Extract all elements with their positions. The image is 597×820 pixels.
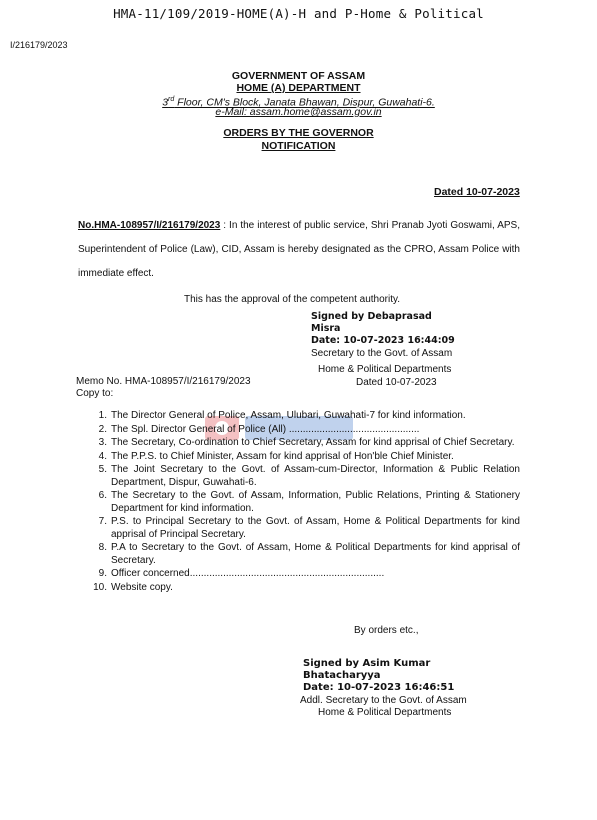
signature-2-date: Date: 10-07-2023 16:46:51 — [303, 682, 455, 693]
signature-1-name-line1: Signed by Debaprasad — [311, 311, 432, 322]
list-item — [78, 451, 520, 464]
government-title: GOVERNMENT OF ASSAM — [231, 70, 366, 82]
signature-2-designation: Addl. Secretary to the Govt. of Assam — [300, 695, 467, 706]
file-number: I/216179/2023 — [10, 40, 68, 50]
list-item-number: 2. — [98, 423, 107, 435]
list-item-number: 1. — [98, 410, 107, 421]
signature-1-designation: Secretary to the Govt. of Assam — [311, 348, 453, 359]
list-item — [78, 464, 520, 489]
copy-distribution-list — [78, 410, 520, 595]
notification-body: : In the interest of public service, Shri Pranab Jyoti Goswami, APS, Superintendent of Police (Law), CID, Assam is hereby designated as the CPRO, Assam Police with immediate effect. — [78, 220, 520, 279]
list-item — [78, 437, 520, 450]
list-item — [78, 542, 520, 567]
department-title: HOME (A) DEPARTMENT — [236, 82, 361, 94]
by-orders-text: By orders etc., — [354, 625, 419, 636]
list-item-text: The Secretary, Co-ordination to Chief Secretary, Assam for kind apprisal of Chief Secretary. — [111, 437, 515, 448]
list-item-text: The P.P.S. to Chief Minister, Assam for kind apprisal of Hon'ble Chief Minister. — [111, 450, 454, 462]
list-item — [78, 410, 520, 423]
notification-date: Dated 10-07-2023 — [434, 186, 520, 198]
list-item-number: 6. — [98, 490, 107, 501]
signature-2-department: Home & Political Departments — [318, 707, 452, 718]
memo-number: Memo No. HMA-108957/I/216179/2023 — [76, 376, 251, 387]
list-item — [78, 516, 520, 541]
list-item — [78, 568, 520, 581]
floor-number: 3 — [162, 96, 169, 109]
list-item-number: 7. — [98, 516, 107, 527]
signature-1-dated: Dated 10-07-2023 — [356, 377, 437, 388]
document-reference-header: HMA-11/109/2019-HOME(A)-H and P-Home & Political — [113, 6, 484, 21]
memo-block — [76, 376, 251, 400]
list-item-number: 9. — [98, 568, 107, 579]
signature-2-name-line2: Bhatacharyya — [303, 670, 381, 681]
signature-1-date: Date: 10-07-2023 16:44:09 — [311, 335, 455, 346]
digital-signature-2 — [303, 658, 454, 694]
list-item-number: 5. — [98, 464, 107, 475]
list-item-text: The Joint Secretary to the Govt. of Assam-cum-Director, Information & Public Relation Department, Dispur, Guwahati-6. — [111, 464, 520, 488]
list-item-text: Website copy. — [111, 581, 173, 593]
list-item-text: Officer concerned...................................................................... — [111, 568, 385, 579]
notification-number: No.HMA-108957/I/216179/2023 — [78, 220, 221, 231]
list-item-number: 10. — [93, 581, 107, 593]
list-item-number: 8. — [98, 542, 107, 553]
list-item-number: 3. — [98, 437, 107, 448]
list-item-text: P.A to Secretary to the Govt. of Assam, Home & Political Departments for kind apprisal of Secretary. — [111, 542, 520, 566]
notification-title: NOTIFICATION — [261, 140, 336, 152]
approval-statement: This has the approval of the competent authority. — [184, 294, 401, 305]
list-item-number: 4. — [98, 450, 107, 462]
copy-to-label: Copy to: — [76, 388, 114, 399]
list-item-text: The Spl. Director General of Police (All) ............................................... — [111, 423, 420, 435]
list-item — [78, 490, 520, 515]
list-item-text: P.S. to Principal Secretary to the Govt. of Assam, Home & Political Departments for kind apprisal of Principal Secretary. — [111, 516, 520, 540]
department-email: e-Mail: assam.home@assam.gov.in — [215, 106, 382, 118]
signature-1-department: Home & Political Departments — [318, 364, 452, 375]
list-item-text: The Secretary to the Govt. of Assam, Information, Public Relations, Printing & Stationery Department for kind information. — [111, 490, 520, 514]
notification-paragraph — [78, 214, 520, 286]
signature-1-name-line2: Misra — [311, 323, 341, 334]
digital-signature-1 — [311, 311, 455, 347]
list-item-text: The Director General of Police, Assam, Ulubari, Guwahati-7 for kind information. — [111, 410, 466, 421]
list-item — [78, 424, 520, 437]
signature-2-name-line1: Signed by Asim Kumar — [303, 658, 431, 669]
list-item — [78, 582, 520, 595]
floor-suffix: rd — [168, 96, 175, 103]
orders-title: ORDERS BY THE GOVERNOR — [223, 127, 374, 139]
address-text: Floor, CM's Block, Janata Bhawan, Dispur, Guwahati-6. — [174, 96, 435, 109]
